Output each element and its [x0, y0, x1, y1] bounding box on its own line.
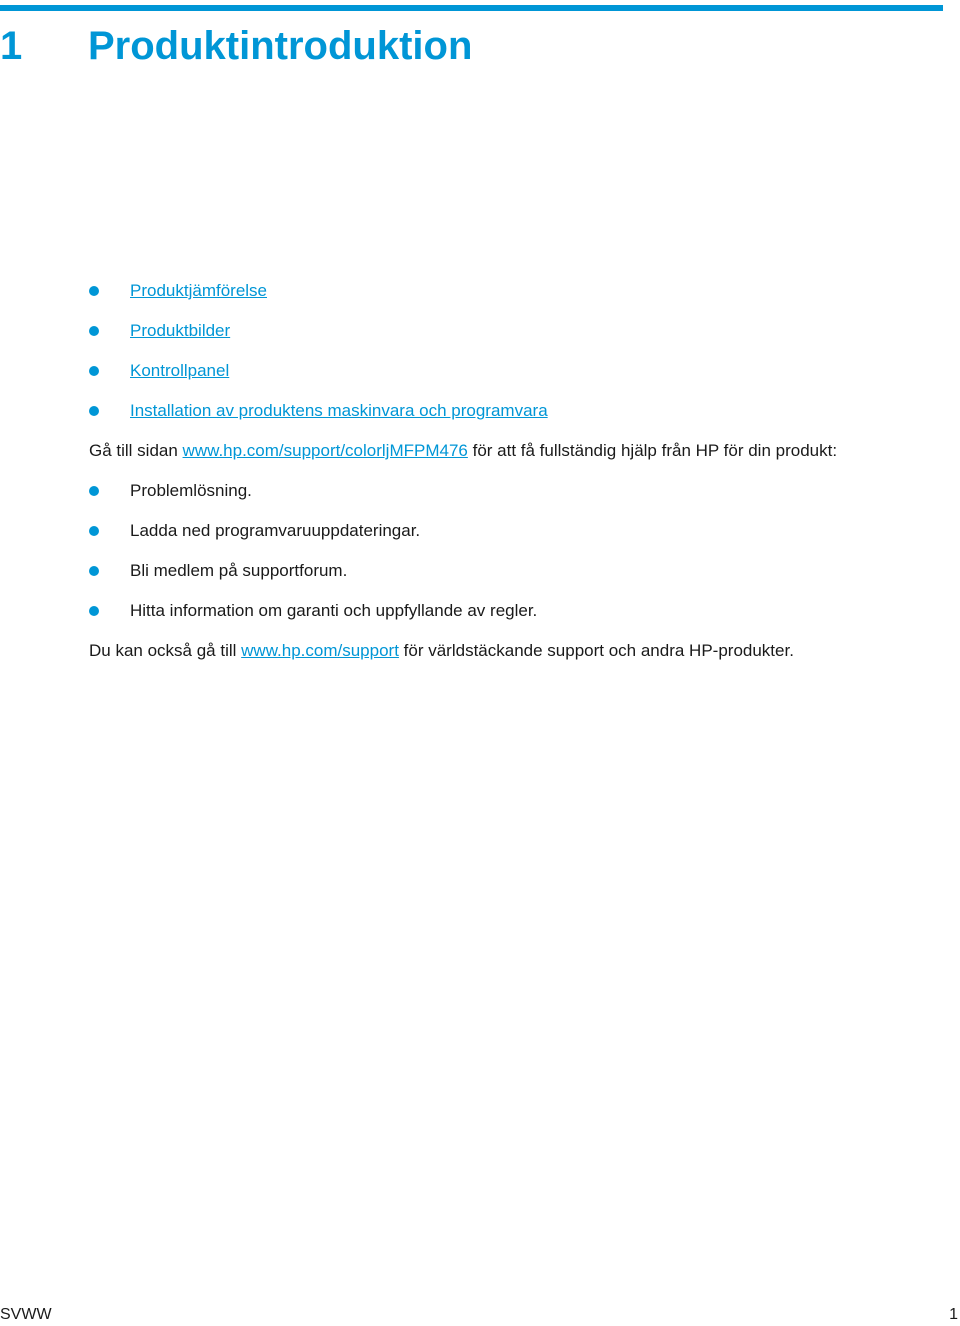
list-item — [89, 271, 949, 311]
header-rule — [0, 5, 943, 11]
intro-suffix: för att få fullständig hjälp från HP för din produkt: — [467, 441, 838, 460]
chapter-title: Produktintroduktion — [88, 24, 473, 68]
bullet-icon — [89, 566, 99, 576]
bullet-icon — [89, 606, 99, 616]
list-item — [89, 351, 949, 391]
bullet-icon — [89, 366, 99, 376]
outro-suffix: för världstäckande support och andra HP-produkter. — [398, 641, 794, 660]
footer-page-number: 1 — [949, 1306, 958, 1323]
toc-link-produktbilder[interactable]: Produktbilder — [130, 321, 231, 340]
intro-paragraph — [89, 431, 949, 471]
support-product-link[interactable]: www.hp.com/support/colorljMFPM476 — [182, 441, 468, 460]
outro-paragraph — [89, 631, 949, 671]
bullet-icon — [89, 526, 99, 536]
toc-link-kontrollpanel[interactable]: Kontrollpanel — [130, 361, 230, 380]
toc-link-installation[interactable]: Installation av produktens maskinvara och programvara — [130, 401, 548, 420]
bullet-icon — [89, 486, 99, 496]
support-item-text: Bli medlem på supportforum. — [130, 561, 348, 580]
list-item — [89, 391, 949, 431]
list-item — [89, 511, 949, 551]
support-list — [89, 471, 949, 631]
list-item — [89, 551, 949, 591]
support-item-text: Ladda ned programvaruuppdateringar. — [130, 521, 421, 540]
support-item-text: Problemlösning. — [130, 481, 252, 500]
intro-prefix: Gå till sidan — [89, 441, 183, 460]
bullet-icon — [89, 326, 99, 336]
outro-prefix: Du kan också gå till — [89, 641, 242, 660]
list-item — [89, 591, 949, 631]
list-item — [89, 471, 949, 511]
list-item — [89, 311, 949, 351]
page-body — [89, 271, 949, 671]
chapter-number: 1 — [0, 24, 23, 68]
toc-link-produktjamforelse[interactable]: Produktjämförelse — [130, 281, 268, 300]
footer-doc-code: SVWW — [0, 1306, 52, 1323]
support-item-text: Hitta information om garanti och uppfyllande av regler. — [130, 601, 538, 620]
bullet-icon — [89, 406, 99, 416]
bullet-icon — [89, 286, 99, 296]
support-general-link[interactable]: www.hp.com/support — [241, 641, 399, 660]
toc-list — [89, 271, 949, 431]
